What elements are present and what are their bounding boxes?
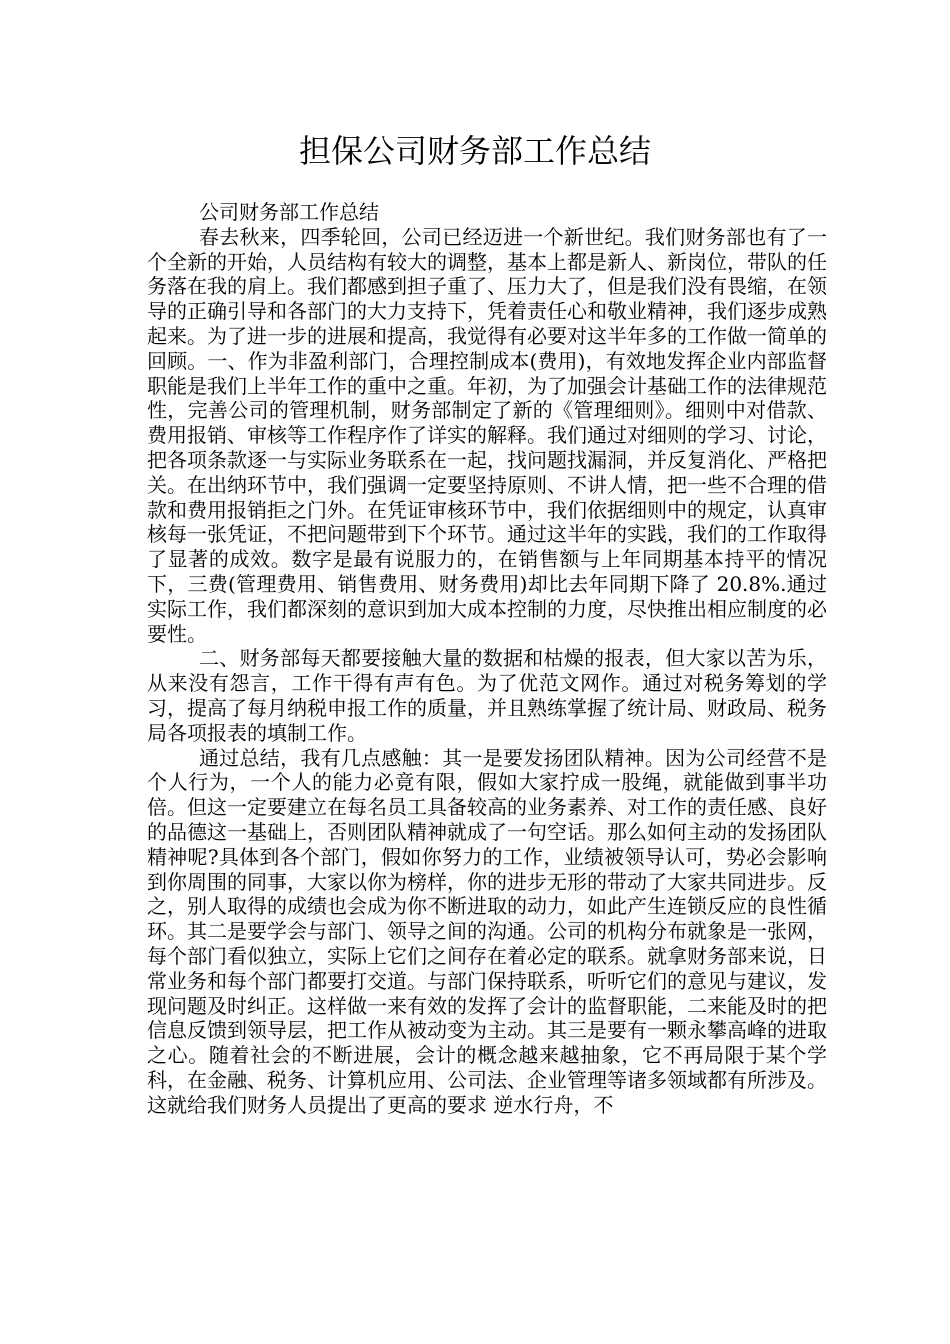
document-body [147, 200, 827, 1117]
paragraph-subtitle: 公司财务部工作总结 [199, 200, 379, 224]
paragraph-1: 春去秋来，四季轮回，公司已经迈进一个新世纪。我们财务部也有了一个全新的开始，人员结构有较大的调整，基本上都是新人、新岗位，带队的任务落在我的肩上。我们都感到担子重了、压力大了，但是我们没有畏缩，在领导的正确引导和各部门的大力支持下，凭着责任心和敬业精神，我们逐步成熟起来。为了进一步的进展和提高，我觉得有必要对这半年多的工作做一简单的回顾。一、作为非盈利部门，合理控制成本(费用)，有效地发挥企业内部监督职能是我们上半年工作的重中之重。年初，为了加强会计基础工作的法律规范性，完善公司的管理机制，财务部制定了新的《管理细则》。细则中对借款、费用报销、审核等工作程序作了详实的解释。我们通过对细则的学习、讨论，把各项条款逐一与实际业务联系在一起，找问题找漏洞，并反复消化、严格把关。在出纳环节中，我们强调一定要坚持原则、不讲人情，把一些不合理的借款和费用报销拒之门外。在凭证审核环节中，我们依据细则中的规定，认真审核每一张凭证，不把问题带到下个环节。通过这半年的实践，我们的工作取得了显著的成效。数字是最有说服力的，在销售额与上年同期基本持平的情况下，三费(管理费用、销售费用、财务费用)却比去年同期下降了 20.8%.通过实际工作，我们都深刻的意识到加大成本控制的力度，尽快推出相应制度的必要性。 [147, 224, 827, 646]
document-title: 担保公司财务部工作总结 [298, 132, 651, 170]
paragraph-3: 通过总结，我有几点感触：其一是要发扬团队精神。因为公司经营不是个人行为，一个人的能力必竟有限，假如大家拧成一股绳，就能做到事半功倍。但这一定要建立在每名员工具备较高的业务素养、对工作的责任感、良好的品德这一基础上，否则团队精神就成了一句空话。那么如何主动的发扬团队精神呢?具体到各个部门，假如你努力的工作，业绩被领导认可，势必会影响到你周围的同事，大家以你为榜样，你的进步无形的带动了大家共同进步。反之，别人取得的成绩也会成为你不断进取的动力，如此产生连锁反应的良性循环。其二是要学会与部门、领导之间的沟通。公司的机构分布就象是一张网，每个部门看似独立，实际上它们之间存在着必定的联系。就拿财务部来说，日常业务和每个部门都要打交道。与部门保持联系，听听它们的意见与建议，发现问题及时纠正。这样做一来有效的发挥了会计的监督职能，二来能及时的把信息反馈到领导层，把工作从被动变为主动。其三是要有一颗永攀高峰的进取之心。随着社会的不断进展，会计的概念越来越抽象，它不再局限于某个学科，在金融、税务、计算机应用、公司法、企业管理等诸多领域都有所涉及。这就给我们财务人员提出了更高的要求 逆水行舟，不 [147, 745, 827, 1117]
paragraph-2: 二、财务部每天都要接触大量的数据和枯燥的报表，但大家以苦为乐，从来没有怨言，工作干得有声有色。为了优范文网作。通过对税务筹划的学习，提高了每月纳税申报工作的质量，并且熟练掌握了统计局、财政局、税务局各项报表的填制工作。 [147, 646, 827, 745]
